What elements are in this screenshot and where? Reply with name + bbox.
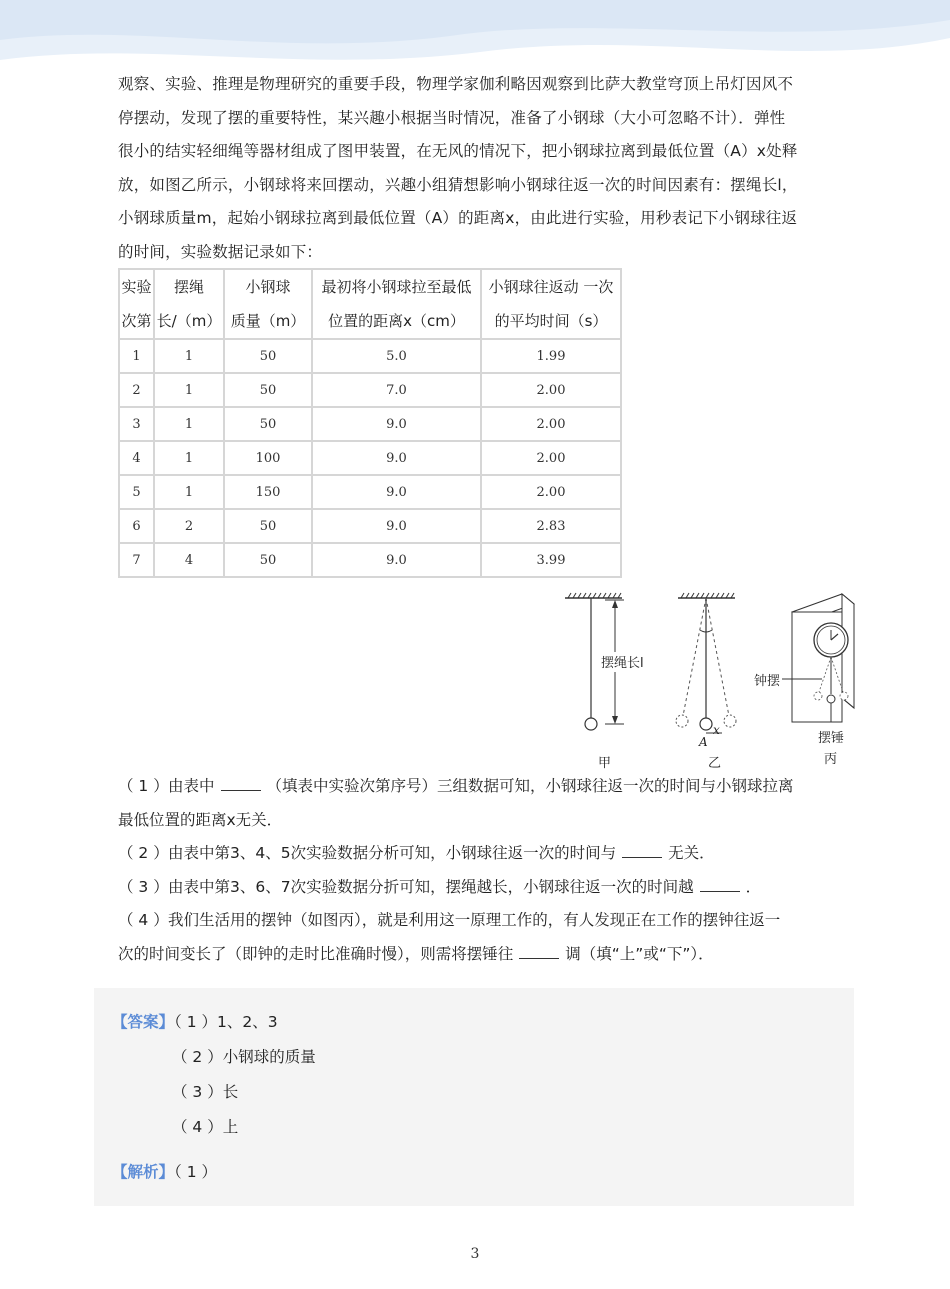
table-cell: 1	[154, 373, 224, 407]
table-cell: 3.99	[481, 543, 621, 577]
answer-blank[interactable]	[519, 944, 559, 959]
rope-length-label: 摆绳长l	[601, 656, 644, 671]
table-cell: 4	[119, 441, 154, 475]
table-cell: 1	[119, 339, 154, 373]
table-row	[119, 339, 621, 373]
table-cell: 2.83	[481, 509, 621, 543]
x-distance-label: x	[713, 723, 720, 737]
table-cell: 1	[154, 339, 224, 373]
question-3: （ 3 ）由表中第3、6、7次实验数据分折可知，摆绳越长，小钢球往返一次的时间越 ．	[118, 877, 762, 896]
table-cell: 9.0	[312, 407, 481, 441]
header-release-distance: 最初将小钢球拉至最低 位置的距离x（cm）	[312, 269, 481, 339]
answer-row-4: （ 4 ）上	[172, 1118, 239, 1136]
table-row	[119, 543, 621, 577]
question-4: （ 4 ）我们生活用的摆钟（如图丙），就是利用这一原理工作的，有人发现正在工作的摆钟往返一	[118, 911, 781, 929]
table-cell: 1.99	[481, 339, 621, 373]
table-cell: 7.0	[312, 373, 481, 407]
pendulum-figures	[560, 590, 860, 775]
header-rope-length: 摆绳 长/（m）	[154, 269, 224, 339]
table-row	[119, 509, 621, 543]
table-cell: 5.0	[312, 339, 481, 373]
answer-row-1: 【答案】（ 1 ）1、2、3	[112, 1013, 278, 1031]
figure-jia-caption: 甲	[598, 756, 612, 771]
stem-line: 观察、实验、推理是物理研究的重要手段，物理学家伽利略因观察到比萨大教堂穹顶上吊灯因风不	[118, 75, 794, 93]
table-cell: 2	[154, 509, 224, 543]
question-1: （ 1 ）由表中 （填表中实验次第序号）三组数据可知，小钢球往返一次的时间与小钢球拉离	[118, 777, 794, 795]
stem-line: 很小的结实轻细绳等器材组成了图甲装置，在无风的情况下，把小钢球拉离到最低位置（A）x处释	[118, 142, 798, 160]
analysis-row: 【解析】（ 1 ）	[112, 1163, 217, 1181]
table-cell: 9.0	[312, 543, 481, 577]
stem-line: 停摆动，发现了摆的重要特性，某兴趣小根据当时情况，准备了小钢球（大小可忽略不计）．弹性	[118, 108, 786, 127]
page-number: 3	[470, 1246, 480, 1262]
table-cell: 50	[224, 407, 312, 441]
table-cell: 9.0	[312, 475, 481, 509]
table-cell: 5	[119, 475, 154, 509]
table-row	[119, 441, 621, 475]
figure-jia	[565, 593, 644, 771]
table-cell: 2.00	[481, 373, 621, 407]
table-cell: 2	[119, 373, 154, 407]
figure-bing	[754, 594, 854, 767]
question-2: （ 2 ）由表中第3、4、5次实验数据分析可知，小钢球往返一次的时间与 无关．	[118, 844, 715, 862]
answer-blank[interactable]	[700, 877, 740, 892]
table-cell: 50	[224, 509, 312, 543]
table-cell: 1	[154, 475, 224, 509]
figure-yi-caption: 乙	[708, 756, 722, 771]
analysis-tag: 【解析】	[112, 1163, 175, 1181]
table-header-row	[119, 269, 621, 339]
question-4-continued: 次的时间变长了（即钟的走时比准确时慢），则需将摆锤往 调（填“上”或“下”）．	[118, 944, 714, 963]
table-cell: 150	[224, 475, 312, 509]
table-cell: 2.00	[481, 441, 621, 475]
answer-blank[interactable]	[221, 776, 261, 791]
answer-tag: 【答案】	[112, 1013, 175, 1031]
answer-row-3: （ 3 ）长	[172, 1083, 239, 1101]
answer-blank[interactable]	[622, 843, 662, 858]
stem-line: 小钢球质量m，起始小钢球拉离到最低位置（A）的距离x，由此进行实验，用秒表记下小钢球往返	[118, 209, 798, 227]
answer-section	[94, 988, 854, 1206]
stem-line: 放，如图乙所示，小钢球将来回摆动，兴趣小组猜想影响小钢球往返一次的时间因素有：摆绳长l，	[118, 175, 798, 194]
pendulum-label: 钟摆	[754, 674, 781, 689]
table-cell: 1	[154, 407, 224, 441]
header-ball-mass: 小钢球 质量（m）	[224, 269, 312, 339]
sub-questions	[118, 770, 858, 971]
header-wave-decoration	[0, 0, 950, 70]
table-row	[119, 373, 621, 407]
table-cell: 50	[224, 543, 312, 577]
experiment-data-table	[118, 268, 622, 578]
table-cell: 50	[224, 373, 312, 407]
header-average-time: 小钢球往返动 一次 的平均时间（s）	[481, 269, 621, 339]
table-cell: 4	[154, 543, 224, 577]
answer-row-2: （ 2 ）小钢球的质量	[172, 1048, 316, 1066]
table-cell: 6	[119, 509, 154, 543]
table-cell: 9.0	[312, 441, 481, 475]
point-a-label: A	[699, 735, 708, 749]
question-stem	[118, 68, 848, 269]
question-1-continued: 最低位置的距离x无关．	[118, 810, 283, 829]
table-cell: 2.00	[481, 407, 621, 441]
table-cell: 50	[224, 339, 312, 373]
bob-label: 摆锤	[818, 731, 845, 746]
table-cell: 2.00	[481, 475, 621, 509]
table-row	[119, 475, 621, 509]
figure-yi	[676, 593, 736, 771]
table-cell: 3	[119, 407, 154, 441]
table-row	[119, 407, 621, 441]
figure-bing-caption: 丙	[824, 752, 838, 767]
stem-line: 的时间，实验数据记录如下：	[118, 242, 323, 261]
table-cell: 1	[154, 441, 224, 475]
table-cell: 9.0	[312, 509, 481, 543]
table-cell: 7	[119, 543, 154, 577]
header-trial: 实验 次第	[119, 269, 154, 339]
table-cell: 100	[224, 441, 312, 475]
